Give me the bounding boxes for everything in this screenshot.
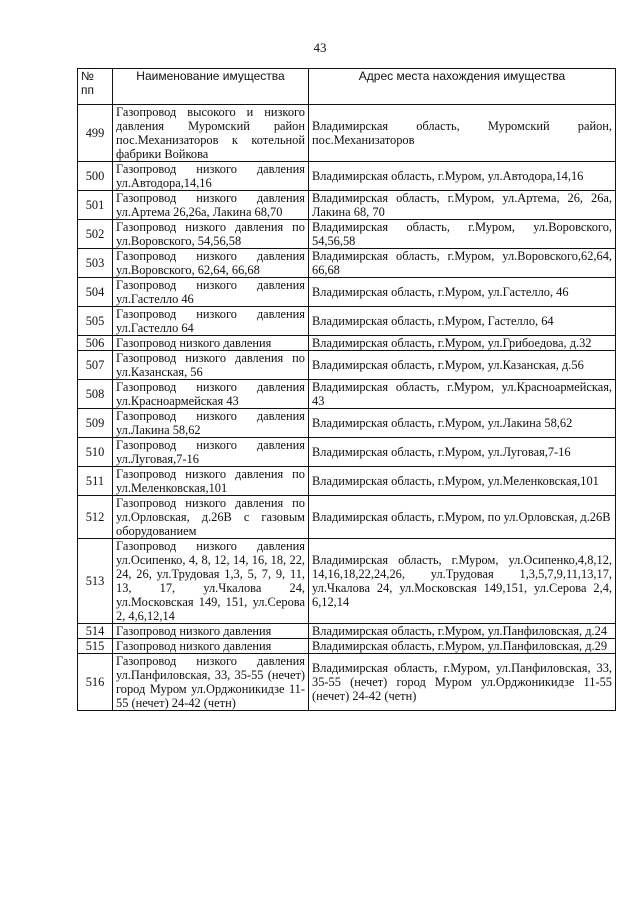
row-number: 516 [78, 654, 113, 711]
row-number: 499 [78, 105, 113, 162]
page-number: 43 [313, 40, 327, 55]
row-name: Газопровод высокого и низкого давления Муромский район пос.Механизаторов к котельной фабрики Войкова [113, 105, 309, 162]
row-address: Владимирская область, г.Муром, ул.Меленковская,101 [309, 467, 616, 496]
row-number: 501 [78, 191, 113, 220]
row-name: Газопровод низкого давления [113, 639, 309, 654]
row-number: 511 [78, 467, 113, 496]
row-address: Владимирская область, Муромский район, пос.Механизаторов [309, 105, 616, 162]
row-address: Владимирская область, г.Муром, ул.Лакина 58,62 [309, 409, 616, 438]
row-number: 515 [78, 639, 113, 654]
row-address: Владимирская область, г.Муром, ул.Артема, 26, 26а, Лакина 68, 70 [309, 191, 616, 220]
row-address: Владимирская область, г.Муром, ул.Красноармейская, 43 [309, 380, 616, 409]
row-name: Газопровод низкого давления по ул.Казанская, 56 [113, 351, 309, 380]
row-name: Газопровод низкого давления ул.Артема 26,26а, Лакина 68,70 [113, 191, 309, 220]
table-row [78, 220, 616, 249]
table-row [78, 409, 616, 438]
row-number: 509 [78, 409, 113, 438]
row-address: Владимирская область, г.Муром, ул.Автодора,14,16 [309, 162, 616, 191]
table-row [78, 380, 616, 409]
row-number: 508 [78, 380, 113, 409]
table-row [78, 654, 616, 711]
row-address: Владимирская область, г.Муром, ул.Осипенко,4,8,12, 14,16,18,22,24,26, ул.Трудовая 1,3,5,7,9,11,13,17, ул.Чкалова 24, ул.Московская 149,151, ул.Серова 2,4, 6,12,14 [309, 539, 616, 624]
table-header-row [78, 69, 616, 105]
table-row [78, 539, 616, 624]
table-row [78, 351, 616, 380]
row-name: Газопровод низкого давления ул.Гастелло 46 [113, 278, 309, 307]
row-name: Газопровод низкого давления [113, 624, 309, 639]
row-number: 513 [78, 539, 113, 624]
row-number: 514 [78, 624, 113, 639]
row-number: 506 [78, 336, 113, 351]
row-number: 503 [78, 249, 113, 278]
table-row [78, 278, 616, 307]
header-name: Наименование имущества [113, 69, 309, 105]
row-address: Владимирская область, г.Муром, ул.Панфиловская, д.29 [309, 639, 616, 654]
row-address: Владимирская область, г.Муром, ул.Грибоедова, д.32 [309, 336, 616, 351]
row-number: 502 [78, 220, 113, 249]
table-row [78, 496, 616, 539]
row-address: Владимирская область, г.Муром, по ул.Орловская, д.26В [309, 496, 616, 539]
table-row [78, 336, 616, 351]
row-address: Владимирская область, г.Муром, ул.Панфиловская, 33, 35-55 (нечет) город Муром ул.Орджоникидзе 11-55 (нечет) 24-42 (четн) [309, 654, 616, 711]
header-number: № пп [78, 69, 113, 105]
table-row [78, 624, 616, 639]
table-row [78, 162, 616, 191]
row-name: Газопровод низкого давления по ул.Воровского, 54,56,58 [113, 220, 309, 249]
table-row [78, 191, 616, 220]
row-number: 512 [78, 496, 113, 539]
row-number: 505 [78, 307, 113, 336]
row-name: Газопровод низкого давления ул.Красноармейская 43 [113, 380, 309, 409]
table-row [78, 307, 616, 336]
row-name: Газопровод низкого давления [113, 336, 309, 351]
table-body [78, 105, 616, 711]
table-row [78, 105, 616, 162]
row-address: Владимирская область, г.Муром, ул.Гастелло, 46 [309, 278, 616, 307]
table-row [78, 438, 616, 467]
row-address: Владимирская область, г.Муром, ул.Казанская, д.56 [309, 351, 616, 380]
property-table [77, 68, 616, 711]
row-name: Газопровод низкого давления ул.Луговая,7-16 [113, 438, 309, 467]
row-name: Газопровод низкого давления ул.Воровского, 62,64, 66,68 [113, 249, 309, 278]
row-address: Владимирская область, г.Муром, ул.Воровского,62,64, 66,68 [309, 249, 616, 278]
row-name: Газопровод низкого давления ул.Панфиловская, 33, 35-55 (нечет) город Муром ул.Орджоникидзе 11-55 (нечет) 24-42 (четн) [113, 654, 309, 711]
row-address: Владимирская область, г.Муром, ул.Воровского, 54,56,58 [309, 220, 616, 249]
row-number: 504 [78, 278, 113, 307]
row-address: Владимирская область, г.Муром, ул.Луговая,7-16 [309, 438, 616, 467]
row-name: Газопровод низкого давления ул.Лакина 58,62 [113, 409, 309, 438]
row-name: Газопровод низкого давления по ул.Орловская, д.26В с газовым оборудованием [113, 496, 309, 539]
row-number: 510 [78, 438, 113, 467]
row-address: Владимирская область, г.Муром, Гастелло, 64 [309, 307, 616, 336]
row-name: Газопровод низкого давления ул.Гастелло 64 [113, 307, 309, 336]
row-number: 507 [78, 351, 113, 380]
row-number: 500 [78, 162, 113, 191]
row-name: Газопровод низкого давления ул.Автодора,14,16 [113, 162, 309, 191]
table-row [78, 639, 616, 654]
header-address: Адрес места нахождения имущества [309, 69, 616, 105]
table-row [78, 249, 616, 278]
row-address: Владимирская область, г.Муром, ул.Панфиловская, д.24 [309, 624, 616, 639]
row-name: Газопровод низкого давления ул.Осипенко, 4, 8, 12, 14, 16, 18, 22, 24, 26, ул.Трудовая 1,3, 5, 7, 9, 11, 13, 17, ул.Чкалова 24, ул.Московская 149, 151, ул.Серова 2, 4,6,12,14 [113, 539, 309, 624]
table-row [78, 467, 616, 496]
row-name: Газопровод низкого давления по ул.Меленковская,101 [113, 467, 309, 496]
